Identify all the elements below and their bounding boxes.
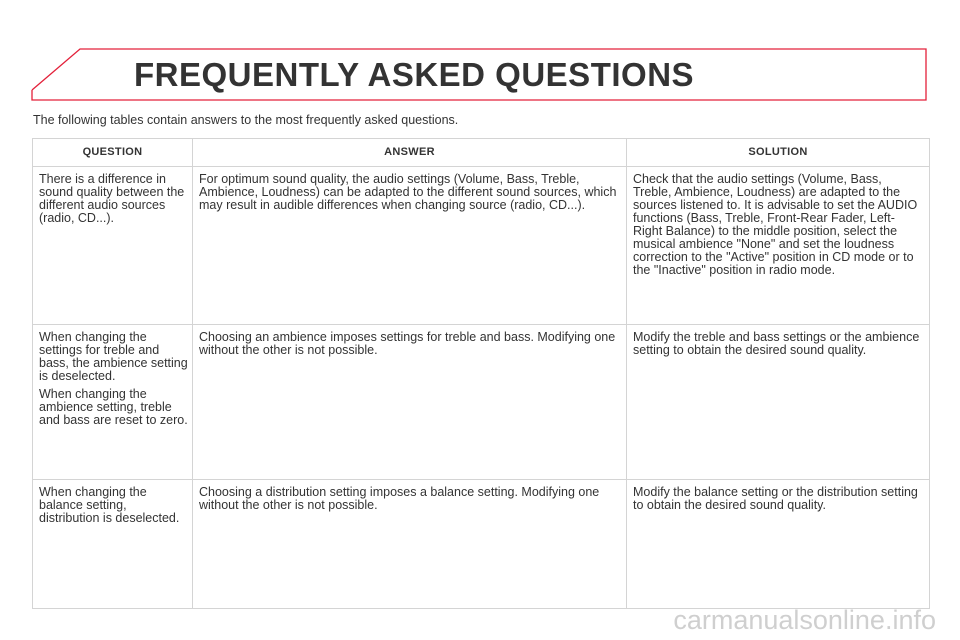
- answer-cell: Choosing an ambience imposes settings for treble and bass. Modifying one without the other is not possible.: [193, 325, 627, 480]
- table-row: [33, 325, 930, 480]
- header-banner: [30, 46, 928, 102]
- table-row: [33, 167, 930, 325]
- solution-cell: Modify the balance setting or the distribution setting to obtain the desired sound quality.: [627, 480, 930, 609]
- answer-cell: For optimum sound quality, the audio settings (Volume, Bass, Treble, Ambience, Loudness) can be adapted to the different sound sources, which may result in audible differences when changing source (radio, CD...).: [193, 167, 627, 325]
- column-header-solution: SOLUTION: [627, 139, 930, 167]
- question-text: There is a difference in sound quality between the different audio sources (radio, CD...).: [39, 172, 185, 225]
- faq-table: [32, 138, 930, 609]
- solution-cell: Check that the audio settings (Volume, Bass, Treble, Ambience, Loudness) are adapted to the sources listened to. It is advisable to set the AUDIO functions (Bass, Treble, Front-Rear Fader, Left-Right Balance) to the middle position, select the musical ambience "None" and set the loudness correction to the "Active" position in CD mode or to the "Inactive" position in radio mode.: [627, 167, 930, 325]
- column-header-question: QUESTION: [33, 139, 193, 167]
- question-cell: [33, 325, 193, 480]
- question-text: When changing the balance setting, distribution is deselected.: [39, 485, 180, 525]
- question-text: When changing the settings for treble and bass, the ambience setting is deselected.: [39, 330, 188, 383]
- question-cell: [33, 167, 193, 325]
- page-title: FREQUENTLY ASKED QUESTIONS: [134, 56, 695, 93]
- column-header-answer: ANSWER: [193, 139, 627, 167]
- solution-cell: Modify the treble and bass settings or the ambience setting to obtain the desired sound quality.: [627, 325, 930, 480]
- intro-text: The following tables contain answers to the most frequently asked questions.: [33, 113, 459, 127]
- question-cell: [33, 480, 193, 609]
- table-row: [33, 480, 930, 609]
- question-text: When changing the ambience setting, treble and bass are reset to zero.: [39, 387, 188, 427]
- answer-cell: Choosing a distribution setting imposes a balance setting. Modifying one without the other is not possible.: [193, 480, 627, 609]
- watermark: carmanualsonline.info: [673, 605, 936, 635]
- table-header-row: [33, 139, 930, 167]
